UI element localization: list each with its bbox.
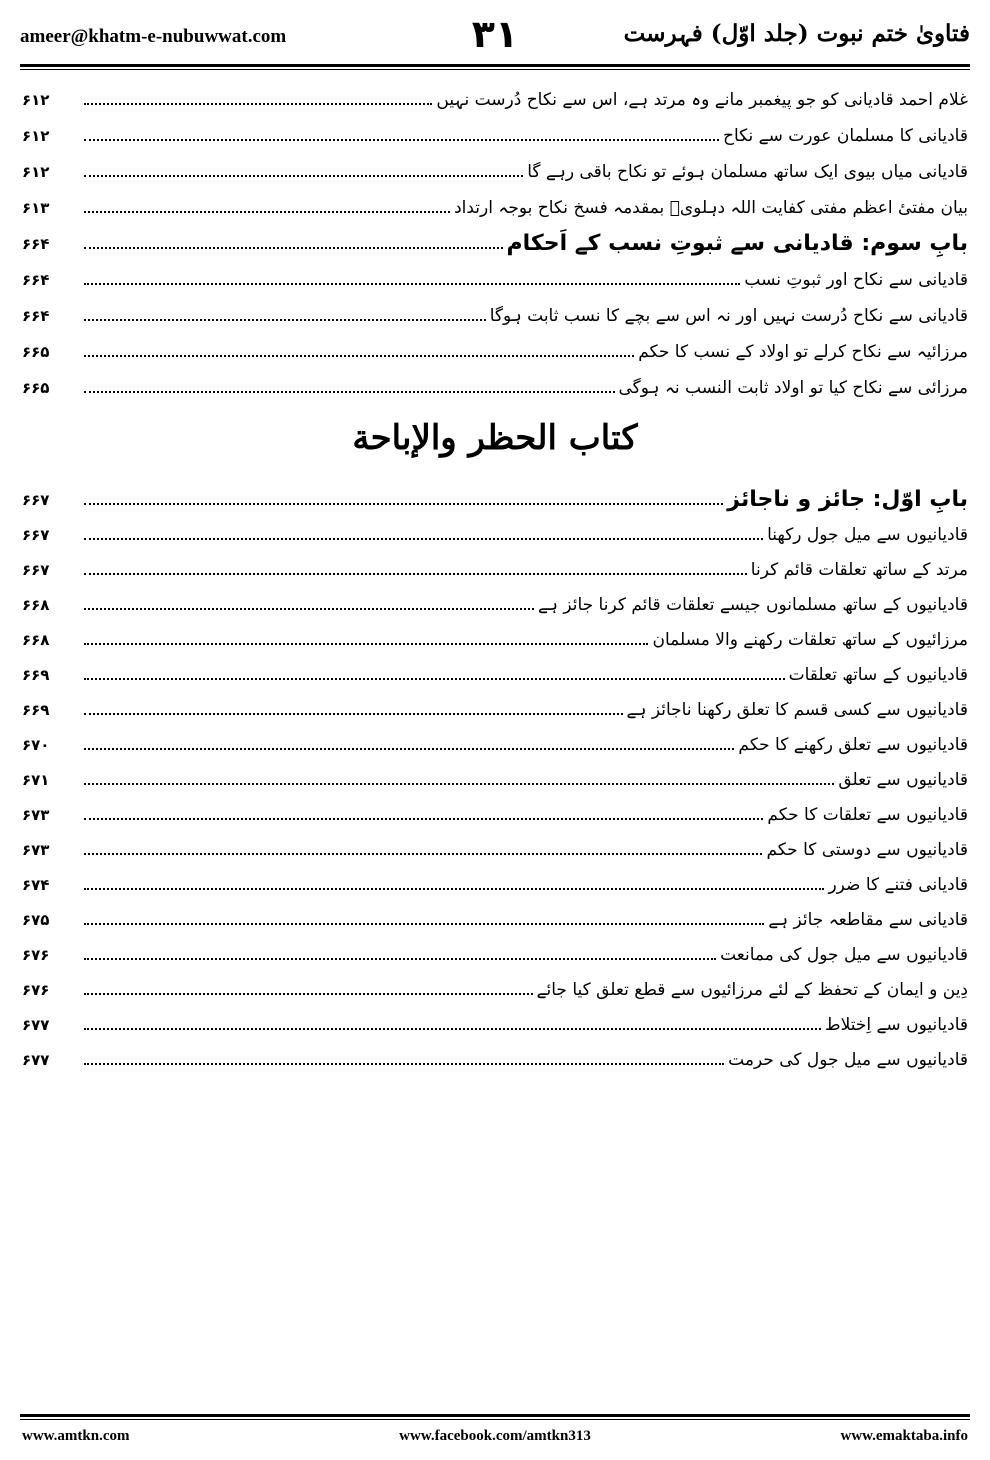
leader-dots bbox=[84, 538, 763, 540]
toc-entry bbox=[22, 1037, 968, 1072]
leader-dots bbox=[84, 853, 762, 855]
entry-page: ۶۷۴ bbox=[22, 876, 50, 894]
toc-entry bbox=[22, 328, 968, 364]
entry-page: ۶۶۹ bbox=[22, 666, 50, 684]
entry-page: ۶۷۷ bbox=[22, 1051, 50, 1069]
book-title: كتاب الحظر والإباحة bbox=[352, 418, 638, 458]
entry-page: ۶۷۶ bbox=[22, 946, 50, 964]
entry-title: مرزائی سے نکاح کیا تو اولاد ثابت النسب نہ ہوگی bbox=[618, 378, 968, 398]
leader-dots bbox=[84, 319, 486, 321]
entry-title: قادیانیوں سے میل جول رکھنا bbox=[767, 525, 968, 545]
leader-dots bbox=[84, 958, 716, 960]
entry-title: قادیانیوں کے ساتھ مسلمانوں جیسے تعلقات قائم کرنا جائز ہے bbox=[538, 595, 968, 615]
leader-dots bbox=[84, 103, 432, 105]
entry-page: ۶۶۵ bbox=[22, 343, 50, 361]
toc-entry bbox=[22, 827, 968, 862]
header-title: فتاویٰ ختم نبوت (جلد اوّل) فہرست bbox=[623, 20, 970, 47]
entry-title: قادیانیوں سے تعلق bbox=[838, 770, 968, 790]
entry-title: قادیانی سے مقاطعہ جائز ہے bbox=[768, 910, 968, 930]
entry-title: قادیانیوں سے کسی قسم کا تعلق رکھنا ناجائز ہے bbox=[626, 700, 968, 720]
contents-list bbox=[22, 76, 968, 1072]
entry-title: مرتد کے ساتھ تعلقات قائم کرنا bbox=[750, 560, 968, 580]
toc-entry bbox=[22, 862, 968, 897]
toc-entry bbox=[22, 617, 968, 652]
section-heading-title: بابِ سوم: قادیانی سے ثبوتِ نسب کے اَحکام bbox=[506, 231, 968, 256]
toc-entry bbox=[22, 792, 968, 827]
section-heading-page: ۶۶۴ bbox=[22, 235, 50, 253]
leader-dots bbox=[84, 1028, 821, 1030]
leader-dots bbox=[84, 175, 523, 177]
leader-dots bbox=[84, 993, 533, 995]
entry-title: قادیانی سے نکاح اور ثبوتِ نسب bbox=[744, 270, 968, 290]
header bbox=[20, 8, 970, 68]
chapter-heading-title: بابِ اوّل: جائز و ناجائز bbox=[727, 487, 968, 512]
entry-title: قادیانی سے نکاح دُرست نہیں اور نہ اس سے بچے کا نسب ثابت ہوگا bbox=[489, 306, 968, 326]
footer-rule-thin bbox=[20, 1419, 970, 1420]
toc-entry bbox=[22, 184, 968, 220]
footer-link-center[interactable]: www.facebook.com/amtkn313 bbox=[399, 1428, 591, 1444]
footer bbox=[22, 1428, 968, 1450]
entry-page: ۶۱۲ bbox=[22, 127, 50, 145]
entry-page: ۶۶۸ bbox=[22, 631, 50, 649]
toc-entry bbox=[22, 582, 968, 617]
entry-title: قادیانی فتنے کا ضرر bbox=[828, 875, 968, 895]
entry-title: مرزائیہ سے نکاح کرلے تو اولاد کے نسب کا حکم bbox=[638, 342, 968, 362]
entry-title: بیان مفتیٔ اعظم مفتی کفایت اللہ دہلویؒ بمقدمہ فسخ نکاح بوجہ ارتداد bbox=[454, 198, 968, 218]
toc-entry bbox=[22, 547, 968, 582]
entry-page: ۶۱۲ bbox=[22, 91, 50, 109]
entry-title: قادیانیوں سے تعلق رکھنے کا حکم bbox=[738, 735, 968, 755]
chapter-heading bbox=[22, 476, 968, 512]
entry-page: ۶۷۳ bbox=[22, 806, 50, 824]
toc-entry bbox=[22, 722, 968, 757]
leader-dots bbox=[84, 355, 634, 357]
entry-page: ۶۶۷ bbox=[22, 526, 50, 544]
entry-page: ۶۱۲ bbox=[22, 163, 50, 181]
toc-entry bbox=[22, 76, 968, 112]
entry-title: قادیانیوں سے تعلقات کا حکم bbox=[767, 805, 968, 825]
section-heading bbox=[22, 220, 968, 256]
toc-entry bbox=[22, 897, 968, 932]
footer-link-left[interactable]: www.amtkn.com bbox=[22, 1428, 130, 1444]
toc-entry bbox=[22, 1002, 968, 1037]
toc-entry bbox=[22, 256, 968, 292]
leader-dots bbox=[84, 139, 719, 141]
entry-title: قادیانیوں سے میل جول کی ممانعت bbox=[720, 945, 968, 965]
leader-dots bbox=[84, 678, 785, 680]
entry-title: قادیانیوں سے اِختلاط bbox=[824, 1015, 968, 1035]
leader-dots bbox=[84, 923, 764, 925]
leader-dots bbox=[84, 247, 503, 249]
entry-page: ۶۶۴ bbox=[22, 271, 50, 289]
entry-title: مرزائیوں کے ساتھ تعلقات رکھنے والا مسلمان bbox=[652, 630, 968, 650]
toc-entry bbox=[22, 687, 968, 722]
entry-page: ۶۶۷ bbox=[22, 561, 50, 579]
entry-title: قادیانیوں سے میل جول کی حرمت bbox=[728, 1050, 968, 1070]
leader-dots bbox=[84, 391, 615, 393]
entry-title: قادیانیوں کے ساتھ تعلقات bbox=[788, 665, 968, 685]
entry-title: قادیانیوں سے دوستی کا حکم bbox=[766, 840, 968, 860]
leader-dots bbox=[84, 748, 734, 750]
toc-entry bbox=[22, 512, 968, 547]
leader-dots bbox=[84, 573, 747, 575]
header-email: ameer@khatm-e-nubuwwat.com bbox=[20, 26, 287, 47]
leader-dots bbox=[84, 783, 834, 785]
chapter-heading-page: ۶۶۷ bbox=[22, 491, 50, 509]
leader-dots bbox=[84, 283, 740, 285]
entry-page: ۶۷۶ bbox=[22, 981, 50, 999]
footer-link-right[interactable]: www.emaktaba.info bbox=[840, 1428, 968, 1444]
entry-page: ۶۶۵ bbox=[22, 379, 50, 397]
footer-rule-thick bbox=[20, 1414, 970, 1417]
leader-dots bbox=[84, 503, 723, 505]
toc-entry bbox=[22, 652, 968, 687]
entry-page: ۶۱۳ bbox=[22, 199, 50, 217]
header-rule-thick bbox=[20, 64, 970, 67]
leader-dots bbox=[84, 608, 534, 610]
toc-entry bbox=[22, 932, 968, 967]
leader-dots bbox=[84, 713, 623, 715]
toc-entry bbox=[22, 364, 968, 400]
header-rule-thin bbox=[20, 69, 970, 70]
toc-entry bbox=[22, 292, 968, 328]
leader-dots bbox=[84, 1063, 724, 1065]
leader-dots bbox=[84, 818, 763, 820]
entry-page: ۶۷۱ bbox=[22, 771, 50, 789]
entry-page: ۶۷۷ bbox=[22, 1016, 50, 1034]
header-page-number: ۳۱ bbox=[471, 12, 519, 56]
entry-page: ۶۷۵ bbox=[22, 911, 50, 929]
entry-page: ۶۷۳ bbox=[22, 841, 50, 859]
toc-entry bbox=[22, 148, 968, 184]
entry-page: ۶۷۰ bbox=[22, 736, 50, 754]
entry-page: ۶۶۸ bbox=[22, 596, 50, 614]
entry-page: ۶۶۹ bbox=[22, 701, 50, 719]
entry-title: قادیانی میاں بیوی ایک ساتھ مسلمان ہوئے تو نکاح باقی رہے گا bbox=[527, 162, 968, 182]
entry-title: غلام احمد قادیانی کو جو پیغمبر مانے وہ مرتد ہے، اس سے نکاح دُرست نہیں bbox=[436, 90, 968, 110]
toc-entry bbox=[22, 757, 968, 792]
entry-page: ۶۶۴ bbox=[22, 307, 50, 325]
entry-title: قادیانی کا مسلمان عورت سے نکاح bbox=[723, 126, 968, 146]
entry-title: دِین و ایمان کے تحفظ کے لئے مرزائیوں سے قطع تعلق کیا جائے bbox=[536, 980, 968, 1000]
leader-dots bbox=[84, 643, 648, 645]
toc-entry bbox=[22, 967, 968, 1002]
leader-dots bbox=[84, 888, 824, 890]
leader-dots bbox=[84, 211, 450, 213]
toc-entry bbox=[22, 112, 968, 148]
